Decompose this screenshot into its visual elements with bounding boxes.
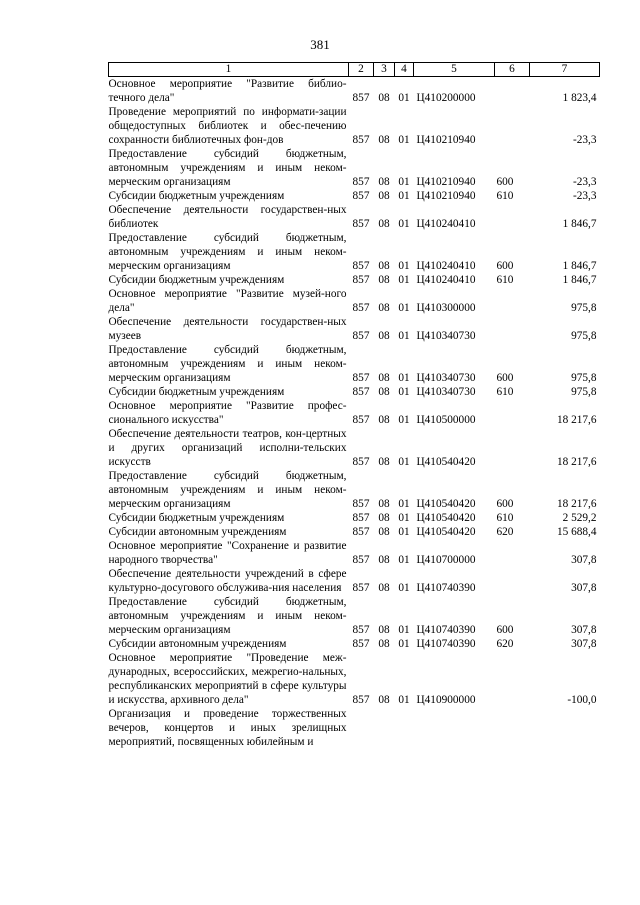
row-subsection-cell: 01 <box>398 218 410 230</box>
row-amount-cell: 307,8 <box>571 582 597 594</box>
table-row <box>109 315 600 343</box>
row-name-cell: Основное мероприятие "Проведение меж-дународных, всероссийских, межрегио-нальных, республиканских мероприятий в сфере культуры и искусства, архивного дела" <box>108 652 347 706</box>
row-expense-type-cell <box>495 77 530 106</box>
row-grbs-cell: 857 <box>352 330 370 342</box>
row-target-article-cell: Ц410900000 <box>416 694 476 706</box>
row-amount-cell: -100,0 <box>567 694 597 706</box>
row-expense-type-cell <box>495 315 530 343</box>
row-section-cell: 08 <box>378 134 390 146</box>
row-name-cell: Обеспечение деятельности учреждений в сфере культурно-досугового обслужива-ния населения <box>108 568 347 594</box>
row-amount-cell: 18 217,6 <box>556 456 597 468</box>
row-target-article-cell: Ц410210940 <box>416 134 476 146</box>
row-subsection-cell: 01 <box>398 386 410 398</box>
table-row <box>109 203 600 231</box>
row-amount-cell: 975,8 <box>571 372 597 384</box>
row-name-cell: Основное мероприятие "Развитие профес-сионального искусства" <box>108 400 347 426</box>
row-section-cell: 08 <box>378 302 390 314</box>
row-section-cell: 08 <box>378 512 390 524</box>
row-subsection-cell: 01 <box>398 372 410 384</box>
row-name-cell: Обеспечение деятельности государствен-ных библиотек <box>108 204 347 230</box>
row-grbs-cell: 857 <box>352 190 370 202</box>
row-section-cell: 08 <box>378 372 390 384</box>
table-row <box>109 287 600 315</box>
row-name-cell: Обеспечение деятельности театров, кон-цертных и других организаций исполни-тельских искусств <box>108 428 347 468</box>
row-subsection-cell: 01 <box>398 554 410 566</box>
row-grbs-cell: 857 <box>352 512 370 524</box>
row-target-article-cell: Ц410240410 <box>416 218 476 230</box>
row-name-cell: Основное мероприятие "Сохранение и развитие народного творчества" <box>108 540 347 566</box>
page-number: 381 <box>310 37 330 52</box>
row-amount-cell: 1 846,7 <box>562 274 597 286</box>
row-subsection-cell: 01 <box>398 582 410 594</box>
row-subsection-cell: 01 <box>398 92 410 104</box>
table-row <box>109 637 600 651</box>
row-subsection-cell: 01 <box>398 260 410 272</box>
row-section-cell: 08 <box>378 218 390 230</box>
table-row <box>109 651 600 707</box>
table-row <box>109 77 600 106</box>
row-grbs-cell <box>349 707 374 749</box>
row-target-article-cell: Ц410340730 <box>416 330 476 342</box>
row-subsection-cell: 01 <box>398 190 410 202</box>
row-amount-cell: 307,8 <box>571 624 597 636</box>
row-amount-cell: 975,8 <box>571 302 597 314</box>
row-grbs-cell: 857 <box>352 498 370 510</box>
row-grbs-cell: 857 <box>352 638 370 650</box>
row-expense-type-cell <box>495 651 530 707</box>
table-row <box>109 469 600 511</box>
row-target-article-cell: Ц410540420 <box>416 456 476 468</box>
row-subsection-cell: 01 <box>398 694 410 706</box>
row-grbs-cell: 857 <box>352 456 370 468</box>
row-subsection-cell: 01 <box>398 302 410 314</box>
table-row <box>109 385 600 399</box>
row-section-cell: 08 <box>378 190 390 202</box>
row-expense-type-cell: 600 <box>496 260 514 272</box>
row-grbs-cell: 857 <box>352 526 370 538</box>
table-row <box>109 189 600 203</box>
row-name-cell: Субсидии бюджетным учреждениям <box>108 190 285 202</box>
row-section-cell: 08 <box>378 624 390 636</box>
row-expense-type-cell <box>495 707 530 749</box>
column-header-7: 7 <box>530 63 600 77</box>
row-section-cell: 08 <box>378 414 390 426</box>
row-amount-cell: -23,3 <box>572 190 597 202</box>
row-expense-type-cell: 620 <box>496 638 514 650</box>
row-grbs-cell: 857 <box>352 372 370 384</box>
row-target-article-cell: Ц410240410 <box>416 274 476 286</box>
row-amount-cell: 307,8 <box>571 638 597 650</box>
table-row <box>109 511 600 525</box>
row-amount-cell: 307,8 <box>571 554 597 566</box>
table-row <box>109 147 600 189</box>
row-target-article-cell: Ц410540420 <box>416 512 476 524</box>
row-name-cell: Предоставление субсидий бюджетным, автономным учреждениям и иным неком-мерческим организациям <box>108 470 347 510</box>
row-target-article-cell: Ц410340730 <box>416 386 476 398</box>
row-amount-cell <box>530 707 600 749</box>
table-row <box>109 427 600 469</box>
row-target-article-cell: Ц410740390 <box>416 582 476 594</box>
row-name-cell: Предоставление субсидий бюджетным, автономным учреждениям и иным неком-мерческим организациям <box>108 596 347 636</box>
row-amount-cell: -23,3 <box>572 176 597 188</box>
column-header-4: 4 <box>395 63 414 77</box>
row-section-cell: 08 <box>378 456 390 468</box>
table-row <box>109 273 600 287</box>
row-target-article-cell: Ц410300000 <box>416 302 476 314</box>
table-row <box>109 231 600 273</box>
row-target-article-cell: Ц410210940 <box>416 190 476 202</box>
row-expense-type-cell: 610 <box>496 386 514 398</box>
row-expense-type-cell: 620 <box>496 526 514 538</box>
row-section-cell: 08 <box>378 554 390 566</box>
row-name-cell: Обеспечение деятельности государствен-ных музеев <box>108 316 347 342</box>
row-expense-type-cell <box>495 567 530 595</box>
row-name-cell: Проведение мероприятий по информати-зации общедоступных библиотек и обес-печению сохранности библиотечных фон-дов <box>108 106 347 146</box>
row-expense-type-cell: 610 <box>496 190 514 202</box>
row-amount-cell: 18 217,6 <box>556 498 597 510</box>
row-target-article-cell: Ц410740390 <box>416 624 476 636</box>
row-amount-cell: -23,3 <box>572 134 597 146</box>
row-grbs-cell: 857 <box>352 302 370 314</box>
row-subsection-cell: 01 <box>398 526 410 538</box>
row-section-cell: 08 <box>378 330 390 342</box>
row-name-cell: Основное мероприятие "Развитие музей-ного дела" <box>108 288 347 314</box>
row-grbs-cell: 857 <box>352 134 370 146</box>
row-amount-cell: 975,8 <box>571 386 597 398</box>
column-header-5: 5 <box>414 63 495 77</box>
row-subsection-cell: 01 <box>398 456 410 468</box>
row-amount-cell: 1 823,4 <box>562 92 597 104</box>
table-row <box>109 539 600 567</box>
row-subsection-cell: 01 <box>398 414 410 426</box>
row-subsection-cell: 01 <box>398 512 410 524</box>
row-subsection-cell: 01 <box>398 624 410 636</box>
row-section-cell: 08 <box>378 92 390 104</box>
row-amount-cell: 1 846,7 <box>562 218 597 230</box>
row-target-article-cell <box>414 707 495 749</box>
row-section-cell: 08 <box>378 694 390 706</box>
row-subsection-cell: 01 <box>398 176 410 188</box>
row-section-cell: 08 <box>378 260 390 272</box>
row-subsection-cell: 01 <box>398 638 410 650</box>
row-expense-type-cell: 610 <box>496 512 514 524</box>
row-target-article-cell: Ц410740390 <box>416 638 476 650</box>
row-expense-type-cell <box>495 399 530 427</box>
row-grbs-cell: 857 <box>352 218 370 230</box>
table-row <box>109 525 600 539</box>
row-expense-type-cell: 600 <box>496 372 514 384</box>
table-row <box>109 707 600 749</box>
row-name-cell: Предоставление субсидий бюджетным, автономным учреждениям и иным неком-мерческим организациям <box>108 232 347 272</box>
row-grbs-cell: 857 <box>352 554 370 566</box>
row-expense-type-cell: 600 <box>496 624 514 636</box>
row-subsection-cell <box>395 707 414 749</box>
row-grbs-cell: 857 <box>352 414 370 426</box>
row-expense-type-cell <box>495 539 530 567</box>
row-target-article-cell: Ц410540420 <box>416 526 476 538</box>
row-grbs-cell: 857 <box>352 582 370 594</box>
column-header-1: 1 <box>109 63 349 77</box>
table-row <box>109 567 600 595</box>
column-header-3: 3 <box>374 63 395 77</box>
row-name-cell: Субсидии автономным учреждениям <box>108 526 287 538</box>
row-amount-cell: 975,8 <box>571 330 597 342</box>
row-grbs-cell: 857 <box>352 92 370 104</box>
table-row <box>109 399 600 427</box>
row-expense-type-cell <box>495 427 530 469</box>
row-subsection-cell: 01 <box>398 274 410 286</box>
row-expense-type-cell: 610 <box>496 274 514 286</box>
table-row <box>109 595 600 637</box>
row-name-cell: Субсидии бюджетным учреждениям <box>108 512 285 524</box>
row-amount-cell: 18 217,6 <box>556 414 597 426</box>
row-name-cell: Субсидии бюджетным учреждениям <box>108 274 285 286</box>
row-target-article-cell: Ц410340730 <box>416 372 476 384</box>
row-grbs-cell: 857 <box>352 260 370 272</box>
row-name-cell: Предоставление субсидий бюджетным, автономным учреждениям и иным неком-мерческим организациям <box>108 344 347 384</box>
table-row <box>109 105 600 147</box>
row-name-cell: Основное мероприятие "Развитие библио-течного дела" <box>108 78 347 104</box>
row-name-cell: Предоставление субсидий бюджетным, автономным учреждениям и иным неком-мерческим организациям <box>108 148 347 188</box>
row-target-article-cell: Ц410700000 <box>416 554 476 566</box>
row-name-cell: Организация и проведение торжественных вечеров, концертов и иных зрелищных мероприятий, посвященных юбилейным и <box>108 708 347 748</box>
row-section-cell: 08 <box>378 582 390 594</box>
row-subsection-cell: 01 <box>398 134 410 146</box>
row-target-article-cell: Ц410540420 <box>416 498 476 510</box>
row-section-cell: 08 <box>378 638 390 650</box>
column-header-6: 6 <box>495 63 530 77</box>
table-row <box>109 343 600 385</box>
row-expense-type-cell: 600 <box>496 176 514 188</box>
table-header-row <box>109 63 600 77</box>
row-expense-type-cell <box>495 105 530 147</box>
row-section-cell: 08 <box>378 498 390 510</box>
row-target-article-cell: Ц410210940 <box>416 176 476 188</box>
row-expense-type-cell <box>495 287 530 315</box>
row-section-cell <box>374 707 395 749</box>
row-amount-cell: 1 846,7 <box>562 260 597 272</box>
row-target-article-cell: Ц410240410 <box>416 260 476 272</box>
row-grbs-cell: 857 <box>352 386 370 398</box>
row-section-cell: 08 <box>378 176 390 188</box>
row-target-article-cell: Ц410200000 <box>416 92 476 104</box>
row-name-cell: Субсидии бюджетным учреждениям <box>108 386 285 398</box>
row-grbs-cell: 857 <box>352 624 370 636</box>
row-section-cell: 08 <box>378 386 390 398</box>
row-grbs-cell: 857 <box>352 694 370 706</box>
row-name-cell: Субсидии автономным учреждениям <box>108 638 287 650</box>
row-expense-type-cell <box>495 203 530 231</box>
budget-table <box>108 62 600 749</box>
row-section-cell: 08 <box>378 526 390 538</box>
row-grbs-cell: 857 <box>352 274 370 286</box>
row-expense-type-cell: 600 <box>496 498 514 510</box>
row-amount-cell: 15 688,4 <box>556 526 597 538</box>
row-subsection-cell: 01 <box>398 330 410 342</box>
row-target-article-cell: Ц410500000 <box>416 414 476 426</box>
row-amount-cell: 2 529,2 <box>562 512 597 524</box>
row-subsection-cell: 01 <box>398 498 410 510</box>
row-section-cell: 08 <box>378 274 390 286</box>
row-grbs-cell: 857 <box>352 176 370 188</box>
column-header-2: 2 <box>349 63 374 77</box>
